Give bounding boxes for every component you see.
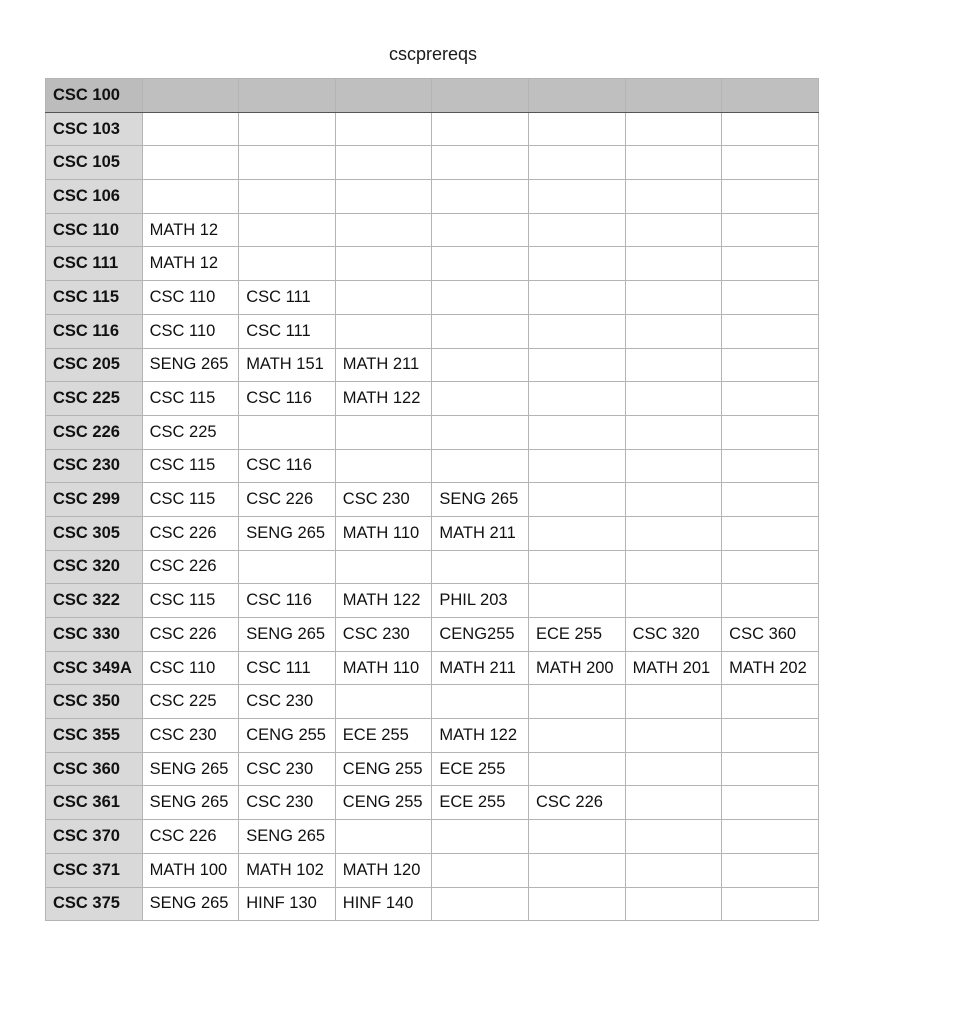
prereq-cell[interactable] bbox=[432, 79, 529, 113]
prereq-cell[interactable] bbox=[722, 719, 819, 753]
prereq-cell[interactable]: CSC 226 bbox=[142, 550, 239, 584]
prereq-cell[interactable] bbox=[625, 516, 722, 550]
prereq-cell[interactable] bbox=[239, 550, 336, 584]
prereq-cell[interactable] bbox=[528, 584, 625, 618]
table-row bbox=[46, 247, 819, 281]
table-body bbox=[46, 79, 819, 921]
prereq-cell[interactable]: ECE 255 bbox=[432, 786, 529, 820]
prereq-cell[interactable]: CSC 226 bbox=[239, 483, 336, 517]
prereq-cell[interactable] bbox=[528, 719, 625, 753]
prereq-cell[interactable]: CSC 115 bbox=[142, 382, 239, 416]
prereq-cell[interactable]: ECE 255 bbox=[432, 752, 529, 786]
prereq-cell[interactable]: SENG 265 bbox=[432, 483, 529, 517]
prereq-cell[interactable]: MATH 122 bbox=[335, 382, 432, 416]
prereq-cell[interactable] bbox=[722, 786, 819, 820]
prereq-cell[interactable]: SENG 265 bbox=[239, 820, 336, 854]
table-row bbox=[46, 887, 819, 921]
table-row bbox=[46, 180, 819, 214]
prereq-cell[interactable] bbox=[722, 887, 819, 921]
prereq-cell[interactable] bbox=[142, 180, 239, 214]
prereq-cell[interactable]: CSC 115 bbox=[142, 584, 239, 618]
course-cell[interactable]: CSC 106 bbox=[46, 180, 143, 214]
course-cell[interactable]: CSC 322 bbox=[46, 584, 143, 618]
prereq-cell[interactable] bbox=[528, 213, 625, 247]
prereq-cell[interactable] bbox=[625, 146, 722, 180]
prereq-cell[interactable]: MATH 12 bbox=[142, 247, 239, 281]
prereq-cell[interactable] bbox=[722, 382, 819, 416]
prereq-cell[interactable] bbox=[722, 247, 819, 281]
prereq-cell[interactable] bbox=[432, 348, 529, 382]
table-row bbox=[46, 415, 819, 449]
prereq-cell[interactable] bbox=[625, 584, 722, 618]
prereq-cell[interactable] bbox=[528, 79, 625, 113]
prereq-cell[interactable] bbox=[722, 483, 819, 517]
table-row bbox=[46, 618, 819, 652]
prereq-cell[interactable] bbox=[432, 213, 529, 247]
prereq-cell[interactable] bbox=[239, 79, 336, 113]
prereq-cell[interactable]: MATH 211 bbox=[432, 651, 529, 685]
prereq-cell[interactable] bbox=[335, 550, 432, 584]
prereq-cell[interactable] bbox=[239, 415, 336, 449]
course-cell[interactable]: CSC 370 bbox=[46, 820, 143, 854]
prereq-cell[interactable] bbox=[722, 449, 819, 483]
prereq-cell[interactable] bbox=[432, 415, 529, 449]
prereq-cell[interactable] bbox=[528, 752, 625, 786]
prereq-cell[interactable]: CSC 110 bbox=[142, 651, 239, 685]
prereq-cell[interactable] bbox=[239, 180, 336, 214]
prereq-cell[interactable]: MATH 200 bbox=[528, 651, 625, 685]
prereq-cell[interactable] bbox=[722, 79, 819, 113]
prereq-cell[interactable]: CENG 255 bbox=[335, 752, 432, 786]
prereq-cell[interactable]: CSC 111 bbox=[239, 314, 336, 348]
prereq-cell[interactable] bbox=[528, 685, 625, 719]
prerequisites-table bbox=[45, 78, 819, 921]
prereq-cell[interactable] bbox=[625, 382, 722, 416]
table-row bbox=[46, 483, 819, 517]
prereq-cell[interactable] bbox=[335, 213, 432, 247]
table-row bbox=[46, 281, 819, 315]
prereq-cell[interactable]: HINF 130 bbox=[239, 887, 336, 921]
course-cell[interactable]: CSC 103 bbox=[46, 112, 143, 146]
prereq-cell[interactable] bbox=[528, 449, 625, 483]
prereq-cell[interactable]: CSC 230 bbox=[239, 685, 336, 719]
prereq-cell[interactable]: MATH 100 bbox=[142, 853, 239, 887]
prereq-cell[interactable] bbox=[528, 415, 625, 449]
prereq-cell[interactable] bbox=[335, 415, 432, 449]
course-cell[interactable]: CSC 371 bbox=[46, 853, 143, 887]
course-cell[interactable]: CSC 100 bbox=[46, 79, 143, 113]
prereq-cell[interactable] bbox=[528, 853, 625, 887]
course-cell[interactable]: CSC 360 bbox=[46, 752, 143, 786]
prereq-cell[interactable] bbox=[722, 820, 819, 854]
prereq-cell[interactable]: SENG 265 bbox=[142, 786, 239, 820]
table-row bbox=[46, 786, 819, 820]
course-cell[interactable]: CSC 305 bbox=[46, 516, 143, 550]
course-cell[interactable]: CSC 299 bbox=[46, 483, 143, 517]
prereq-cell[interactable]: CSC 230 bbox=[239, 752, 336, 786]
prereq-cell[interactable]: ECE 255 bbox=[528, 618, 625, 652]
table-row bbox=[46, 651, 819, 685]
prereq-cell[interactable] bbox=[528, 550, 625, 584]
prereq-cell[interactable]: CSC 115 bbox=[142, 449, 239, 483]
prereq-cell[interactable]: MATH 120 bbox=[335, 853, 432, 887]
prereq-cell[interactable]: CSC 230 bbox=[335, 618, 432, 652]
prereq-cell[interactable]: PHIL 203 bbox=[432, 584, 529, 618]
table-row bbox=[46, 112, 819, 146]
prereq-cell[interactable] bbox=[239, 213, 336, 247]
prereq-cell[interactable] bbox=[335, 146, 432, 180]
prereq-cell[interactable] bbox=[335, 314, 432, 348]
prereq-cell[interactable] bbox=[335, 449, 432, 483]
prereq-cell[interactable] bbox=[239, 247, 336, 281]
prereq-cell[interactable] bbox=[722, 348, 819, 382]
prereq-cell[interactable]: CSC 230 bbox=[142, 719, 239, 753]
prereq-cell[interactable] bbox=[625, 180, 722, 214]
prereq-cell[interactable] bbox=[335, 180, 432, 214]
table-row bbox=[46, 685, 819, 719]
table-row bbox=[46, 853, 819, 887]
prereq-cell[interactable] bbox=[432, 247, 529, 281]
prereq-cell[interactable] bbox=[432, 887, 529, 921]
prereq-cell[interactable]: MATH 202 bbox=[722, 651, 819, 685]
prereq-cell[interactable]: HINF 140 bbox=[335, 887, 432, 921]
prereq-cell[interactable] bbox=[722, 146, 819, 180]
prereq-cell[interactable]: MATH 122 bbox=[432, 719, 529, 753]
prereq-cell[interactable]: CSC 116 bbox=[239, 382, 336, 416]
prereq-cell[interactable]: MATH 122 bbox=[335, 584, 432, 618]
prereq-cell[interactable]: CSC 230 bbox=[335, 483, 432, 517]
prereq-cell[interactable] bbox=[528, 180, 625, 214]
prereq-cell[interactable] bbox=[528, 146, 625, 180]
course-cell[interactable]: CSC 350 bbox=[46, 685, 143, 719]
prereq-cell[interactable]: CSC 115 bbox=[142, 483, 239, 517]
prereq-cell[interactable]: CSC 226 bbox=[142, 618, 239, 652]
prereq-cell[interactable] bbox=[432, 449, 529, 483]
prereq-cell[interactable]: CSC 226 bbox=[528, 786, 625, 820]
prereq-cell[interactable] bbox=[722, 213, 819, 247]
prereq-cell[interactable] bbox=[528, 382, 625, 416]
prereq-cell[interactable]: CSC 110 bbox=[142, 314, 239, 348]
prereq-cell[interactable]: MATH 12 bbox=[142, 213, 239, 247]
prereq-cell[interactable]: MATH 110 bbox=[335, 516, 432, 550]
table-row bbox=[46, 314, 819, 348]
prereq-cell[interactable] bbox=[528, 281, 625, 315]
prereq-cell[interactable]: CSC 225 bbox=[142, 685, 239, 719]
table-row bbox=[46, 752, 819, 786]
prereq-cell[interactable]: SENG 265 bbox=[239, 516, 336, 550]
prereq-cell[interactable]: SENG 265 bbox=[142, 752, 239, 786]
prereq-cell[interactable] bbox=[722, 281, 819, 315]
prereq-cell[interactable]: SENG 265 bbox=[142, 348, 239, 382]
prereq-cell[interactable]: CSC 116 bbox=[239, 584, 336, 618]
prereq-cell[interactable] bbox=[335, 685, 432, 719]
prereq-cell[interactable]: MATH 110 bbox=[335, 651, 432, 685]
prereq-cell[interactable] bbox=[335, 820, 432, 854]
course-cell[interactable]: CSC 330 bbox=[46, 618, 143, 652]
prereq-cell[interactable] bbox=[335, 281, 432, 315]
course-cell[interactable]: CSC 375 bbox=[46, 887, 143, 921]
prereq-cell[interactable] bbox=[722, 853, 819, 887]
prereq-cell[interactable] bbox=[625, 550, 722, 584]
table-row bbox=[46, 516, 819, 550]
table-row bbox=[46, 584, 819, 618]
prereq-cell[interactable] bbox=[625, 79, 722, 113]
prereq-cell[interactable] bbox=[625, 752, 722, 786]
prereq-cell[interactable] bbox=[432, 281, 529, 315]
prereq-cell[interactable] bbox=[528, 112, 625, 146]
prereq-cell[interactable] bbox=[432, 853, 529, 887]
table-row bbox=[46, 213, 819, 247]
prereq-cell[interactable]: MATH 201 bbox=[625, 651, 722, 685]
table-row bbox=[46, 820, 819, 854]
prereq-cell[interactable] bbox=[625, 213, 722, 247]
prereq-cell[interactable] bbox=[142, 112, 239, 146]
prereq-cell[interactable] bbox=[625, 247, 722, 281]
prereq-cell[interactable] bbox=[625, 786, 722, 820]
prereq-cell[interactable] bbox=[239, 112, 336, 146]
course-cell[interactable]: CSC 349A bbox=[46, 651, 143, 685]
prereq-cell[interactable] bbox=[625, 685, 722, 719]
prereq-cell[interactable] bbox=[432, 382, 529, 416]
prereq-cell[interactable]: MATH 211 bbox=[335, 348, 432, 382]
prereq-cell[interactable] bbox=[625, 281, 722, 315]
table-row bbox=[46, 449, 819, 483]
prereq-cell[interactable] bbox=[625, 415, 722, 449]
prereq-cell[interactable] bbox=[528, 516, 625, 550]
course-cell[interactable]: CSC 110 bbox=[46, 213, 143, 247]
prereq-cell[interactable]: ECE 255 bbox=[335, 719, 432, 753]
prereq-cell[interactable] bbox=[625, 719, 722, 753]
prereq-cell[interactable]: CSC 226 bbox=[142, 820, 239, 854]
prereq-cell[interactable] bbox=[335, 79, 432, 113]
prereq-cell[interactable]: CSC 110 bbox=[142, 281, 239, 315]
prereq-cell[interactable]: CSC 111 bbox=[239, 651, 336, 685]
prereq-cell[interactable] bbox=[142, 146, 239, 180]
prereq-cell[interactable] bbox=[722, 314, 819, 348]
prereq-cell[interactable] bbox=[625, 887, 722, 921]
prereq-cell[interactable] bbox=[432, 146, 529, 180]
prereq-cell[interactable] bbox=[625, 348, 722, 382]
course-cell[interactable]: CSC 111 bbox=[46, 247, 143, 281]
course-cell[interactable]: CSC 230 bbox=[46, 449, 143, 483]
course-cell[interactable]: CSC 226 bbox=[46, 415, 143, 449]
prereq-cell[interactable] bbox=[528, 348, 625, 382]
prereq-cell[interactable] bbox=[722, 180, 819, 214]
prereq-cell[interactable]: MATH 151 bbox=[239, 348, 336, 382]
prereq-cell[interactable] bbox=[528, 314, 625, 348]
prereq-cell[interactable]: CSC 111 bbox=[239, 281, 336, 315]
prereq-cell[interactable] bbox=[722, 550, 819, 584]
course-cell[interactable]: CSC 225 bbox=[46, 382, 143, 416]
prereq-cell[interactable]: SENG 265 bbox=[239, 618, 336, 652]
prereq-cell[interactable] bbox=[722, 415, 819, 449]
prereq-cell[interactable]: CSC 116 bbox=[239, 449, 336, 483]
prereq-cell[interactable]: CSC 320 bbox=[625, 618, 722, 652]
prereq-cell[interactable] bbox=[722, 516, 819, 550]
prereq-cell[interactable] bbox=[528, 483, 625, 517]
prereq-cell[interactable]: CENG255 bbox=[432, 618, 529, 652]
prereq-cell[interactable] bbox=[432, 314, 529, 348]
prereq-cell[interactable]: CSC 226 bbox=[142, 516, 239, 550]
prereq-cell[interactable]: CENG 255 bbox=[335, 786, 432, 820]
prereq-cell[interactable] bbox=[625, 483, 722, 517]
table-row bbox=[46, 550, 819, 584]
prereq-cell[interactable] bbox=[432, 685, 529, 719]
course-cell[interactable]: CSC 116 bbox=[46, 314, 143, 348]
course-cell[interactable]: CSC 361 bbox=[46, 786, 143, 820]
sheet-title: cscprereqs bbox=[388, 44, 478, 64]
prereq-cell[interactable] bbox=[335, 247, 432, 281]
prereq-cell[interactable] bbox=[528, 820, 625, 854]
prereq-cell[interactable] bbox=[722, 584, 819, 618]
prereq-cell[interactable] bbox=[239, 146, 336, 180]
table-row bbox=[46, 719, 819, 753]
prereq-cell[interactable]: CSC 360 bbox=[722, 618, 819, 652]
table-row bbox=[46, 348, 819, 382]
prereq-cell[interactable]: MATH 211 bbox=[432, 516, 529, 550]
prereq-cell[interactable] bbox=[625, 820, 722, 854]
prereq-cell[interactable] bbox=[432, 180, 529, 214]
prereq-cell[interactable] bbox=[432, 112, 529, 146]
prereq-cell[interactable] bbox=[722, 685, 819, 719]
prereq-cell[interactable] bbox=[432, 820, 529, 854]
table-row bbox=[46, 382, 819, 416]
prereq-cell[interactable] bbox=[528, 247, 625, 281]
prereq-cell[interactable] bbox=[625, 314, 722, 348]
prereq-cell[interactable] bbox=[722, 112, 819, 146]
prereq-cell[interactable]: MATH 102 bbox=[239, 853, 336, 887]
prereq-cell[interactable] bbox=[722, 752, 819, 786]
prereq-cell[interactable]: CENG 255 bbox=[239, 719, 336, 753]
course-cell[interactable]: CSC 105 bbox=[46, 146, 143, 180]
prereq-cell[interactable]: CSC 230 bbox=[239, 786, 336, 820]
prereq-cell[interactable]: CSC 225 bbox=[142, 415, 239, 449]
course-cell[interactable]: CSC 320 bbox=[46, 550, 143, 584]
table-row bbox=[46, 146, 819, 180]
prereq-cell[interactable] bbox=[625, 112, 722, 146]
prereq-cell[interactable] bbox=[335, 112, 432, 146]
prereq-cell[interactable] bbox=[432, 550, 529, 584]
prereq-cell[interactable] bbox=[528, 887, 625, 921]
header-row bbox=[46, 79, 819, 113]
course-cell[interactable]: CSC 115 bbox=[46, 281, 143, 315]
course-cell[interactable]: CSC 205 bbox=[46, 348, 143, 382]
course-cell[interactable]: CSC 355 bbox=[46, 719, 143, 753]
prereq-cell[interactable]: SENG 265 bbox=[142, 887, 239, 921]
prereq-cell[interactable] bbox=[625, 449, 722, 483]
prereq-cell[interactable] bbox=[625, 853, 722, 887]
prereq-cell[interactable] bbox=[142, 79, 239, 113]
